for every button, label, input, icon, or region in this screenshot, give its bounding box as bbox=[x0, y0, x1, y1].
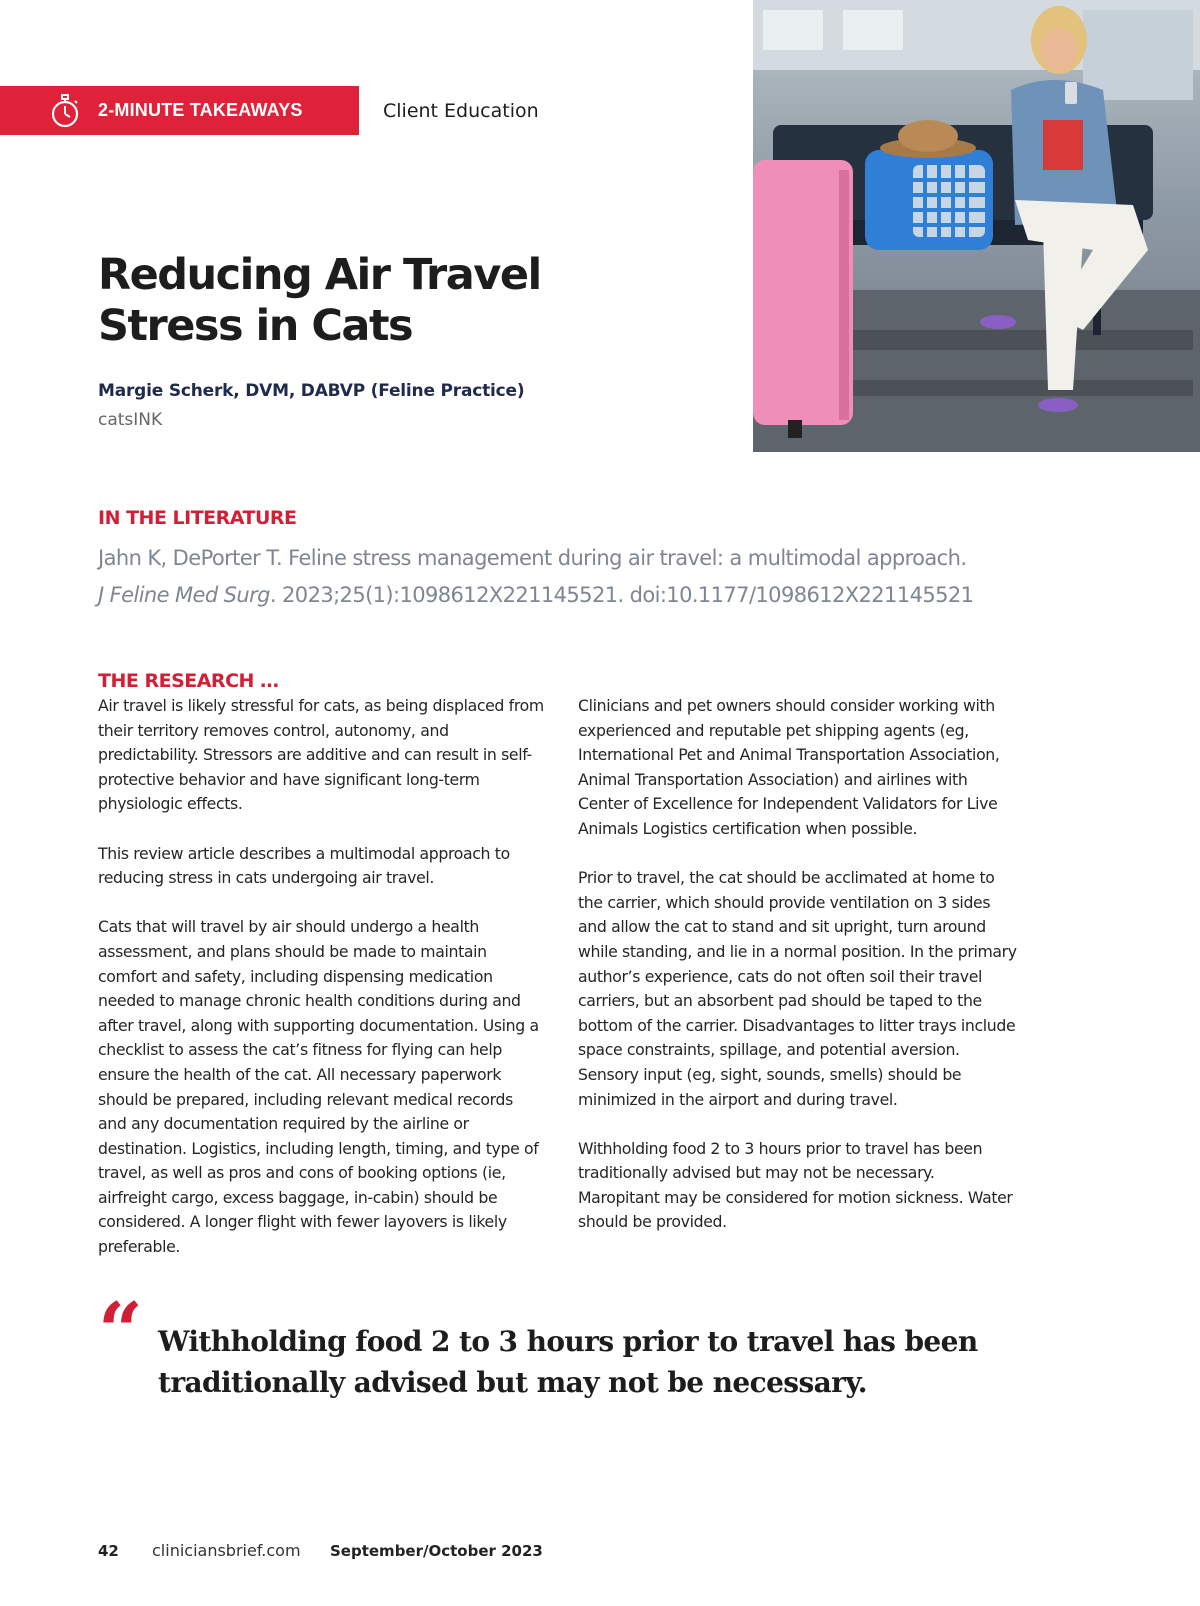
issue-date: September/October 2023 bbox=[330, 1542, 543, 1560]
site-link[interactable]: cliniciansbrief.com bbox=[152, 1541, 301, 1560]
right-column bbox=[578, 694, 1018, 1260]
section-banner bbox=[0, 86, 359, 135]
citation-line-1: Jahn K, DePorter T. Feline stress management during air travel: a multimodal approach. bbox=[98, 546, 967, 570]
journal-name: J Feline Med Surg bbox=[98, 583, 270, 607]
title-line-2: Stress in Cats bbox=[98, 301, 413, 351]
paragraph: Air travel is likely stressful for cats, as being displaced from their territory removes control, autonomy, and predictability. Stressors are additive and can result in self-protective behavior and have significant long-term physiologic effects. bbox=[98, 696, 544, 814]
pull-quote: Withholding food 2 to 3 hours prior to travel has been traditionally advised but may not be necessary. bbox=[158, 1325, 978, 1399]
stopwatch-icon bbox=[48, 94, 82, 128]
literature-heading: IN THE LITERATURE bbox=[98, 507, 297, 529]
paragraph: Prior to travel, the cat should be acclimated at home to the carrier, which should provide ventilation on 3 sides and allow the cat to stand and sit upright, turn around while standing, and lie in a normal position. In the primary author’s experience, cats do not often soil their travel carriers, but an absorbent pad should be taped to the bottom of the carrier. Disadvantages to litter trays include space constraints, spillage, and potential aversion. Sensory input (eg, sight, sounds, smells) should be minimized in the airport and during travel. bbox=[578, 868, 1017, 1109]
quote-mark-icon: “ bbox=[98, 1286, 143, 1377]
paragraph: This review article describes a multimodal approach to reducing stress in cats undergoing air travel. bbox=[98, 843, 510, 888]
author-affiliation: catsINK bbox=[98, 410, 163, 430]
paragraph: Cats that will travel by air should undergo a health assessment, and plans should be made to maintain comfort and safety, including dispensing medication needed to manage chronic health conditions during and after travel, along with supporting documentation. Using a checklist to assess the cat’s fitness for flying can help ensure the health of the cat. All necessary paperwork should be prepared, including relevant medical records and any documentation required by the airline or destination. Logistics, including length, timing, and type of travel, as well as pros and cons of booking options (ie, airfreight cargo, excess baggage, in-cabin) should be considered. A longer flight with fewer layovers is likely preferable. bbox=[98, 917, 539, 1257]
paragraph: Withholding food 2 to 3 hours prior to travel has been traditionally advised but may not be necessary. Maropitant may be considered for motion sickness. Water should be provided. bbox=[578, 1138, 1013, 1232]
paragraph: Clinicians and pet owners should consider working with experienced and reputable pet shipping agents (eg, International Pet and Animal Transportation Association, Animal Transportation Association) and airlines with Center of Excellence for Independent Validators for Live Animals Logistics certification when possible. bbox=[578, 696, 1000, 838]
citation bbox=[98, 540, 1098, 614]
author-name: Margie Scherk, DVM, DABVP (Feline Practice) bbox=[98, 381, 525, 401]
page-number: 42 bbox=[98, 1542, 119, 1560]
title-line-1: Reducing Air Travel bbox=[98, 250, 541, 300]
research-heading: THE RESEARCH … bbox=[98, 670, 279, 692]
banner-label: 2-MINUTE TAKEAWAYS bbox=[98, 100, 303, 120]
hero-photo bbox=[753, 0, 1200, 452]
citation-details: . 2023;25(1):1098612X221145521. doi:10.1177/1098612X221145521 bbox=[269, 583, 974, 607]
left-column bbox=[98, 694, 546, 1284]
section-label: Client Education bbox=[383, 100, 539, 122]
article-title bbox=[98, 250, 658, 352]
citation-line-2 bbox=[98, 577, 1098, 614]
